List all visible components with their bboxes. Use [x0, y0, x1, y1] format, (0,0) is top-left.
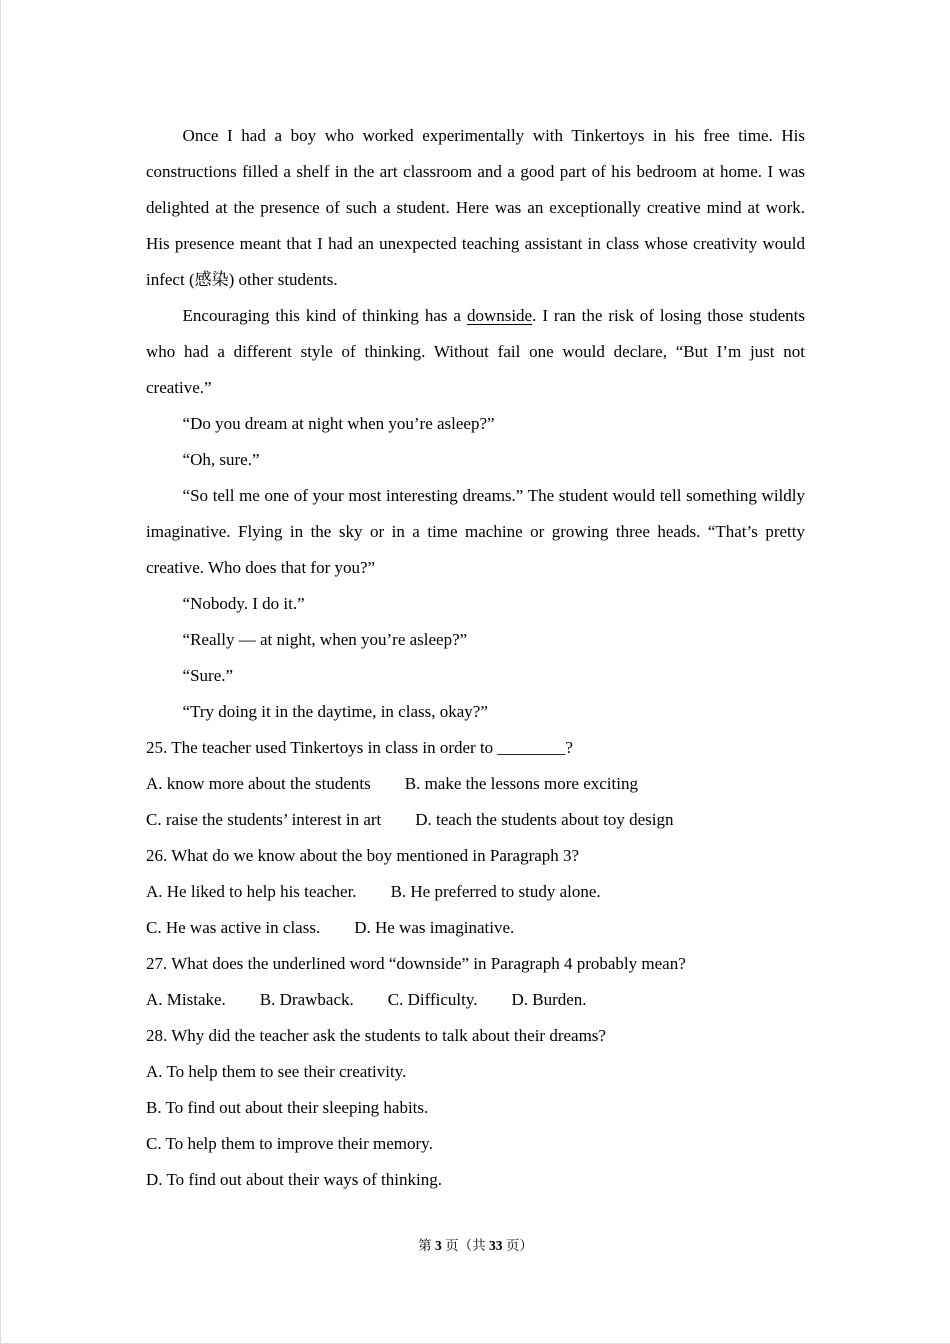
reading-passage — [146, 118, 805, 730]
paragraph-6: “Nobody. I do it.” — [182, 594, 305, 613]
question-25-options-row-2 — [146, 802, 805, 838]
paragraph-4: “Oh, sure.” — [182, 450, 260, 469]
question-26-option-a: A. He liked to help his teacher. — [146, 882, 357, 901]
question-27-options-row — [146, 982, 805, 1018]
question-28-option-d-row — [146, 1162, 805, 1198]
footer-text-after: 页） — [502, 1238, 533, 1253]
question-26-options-row-2 — [146, 910, 805, 946]
paragraph-8: “Sure.” — [182, 666, 234, 685]
question-26 — [146, 838, 805, 946]
question-28-option-a: A. To help them to see their creativity. — [146, 1062, 407, 1081]
question-28-option-c-row — [146, 1126, 805, 1162]
total-pages: 33 — [489, 1238, 503, 1253]
question-28 — [146, 1018, 805, 1198]
question-25-stem: 25. The teacher used Tinkertoys in class in order to ________? — [146, 738, 573, 757]
question-28-option-a-row — [146, 1054, 805, 1090]
question-27-option-b: B. Drawback. — [259, 990, 354, 1009]
paragraph-2 — [146, 298, 805, 406]
question-27-option-a: A. Mistake. — [146, 990, 226, 1009]
page-footer — [1, 1237, 950, 1255]
paragraph-2-pre: Encouraging this kind of thinking has a — [182, 306, 467, 325]
question-25-option-a: A. know more about the students — [146, 774, 371, 793]
question-25-options-row-1 — [146, 766, 805, 802]
questions-section — [146, 730, 805, 1198]
paragraph-5: “So tell me one of your most interesting dreams.” The student would tell something wildly imaginative. Flying in the sky or in a time machine or growing three heads. “That’s pretty creative. Who does that for you?” — [146, 486, 805, 577]
question-28-stem: 28. Why did the teacher ask the students to talk about their dreams? — [146, 1026, 606, 1045]
paragraph-7: “Really — at night, when you’re asleep?” — [182, 630, 468, 649]
question-26-option-b: B. He preferred to study alone. — [390, 882, 601, 901]
paragraph-2-post: . I ran the risk of losing those students who had a different style of thinking. Without fail one would declare, “But I’m just not creative.” — [146, 306, 805, 397]
question-27-stem: 27. What does the underlined word “downside” in Paragraph 4 probably mean? — [146, 954, 686, 973]
question-26-option-d: D. He was imaginative. — [354, 918, 515, 937]
question-27-option-d: D. Burden. — [511, 990, 587, 1009]
question-27 — [146, 946, 805, 1018]
question-28-option-b-row — [146, 1090, 805, 1126]
question-28-option-c: C. To help them to improve their memory. — [146, 1134, 433, 1153]
question-28-option-b: B. To find out about their sleeping habits. — [146, 1098, 429, 1117]
question-26-options-row-1 — [146, 874, 805, 910]
question-27-option-c: C. Difficulty. — [387, 990, 478, 1009]
page-number: 3 — [435, 1238, 442, 1253]
footer-text-mid: 页（共 — [441, 1238, 489, 1253]
paragraph-1: Once I had a boy who worked experimentally with Tinkertoys in his free time. His constructions filled a shelf in the art classroom and a good part of his bedroom at home. I was delighted at the presence of such a student. Here was an exceptionally creative mind at work. His presence meant that I had an unexpected teaching assistant in class whose creativity would infect (感染) other students. — [146, 126, 805, 289]
paragraph-9: “Try doing it in the daytime, in class, okay?” — [182, 702, 488, 721]
question-26-stem: 26. What do we know about the boy mentioned in Paragraph 3? — [146, 846, 580, 865]
question-25-option-d: D. teach the students about toy design — [415, 810, 674, 829]
underlined-word-downside: downside — [466, 306, 533, 325]
question-25 — [146, 730, 805, 838]
question-25-option-c: C. raise the students’ interest in art — [146, 810, 382, 829]
paragraph-3: “Do you dream at night when you’re asleep?” — [182, 414, 495, 433]
question-26-option-c: C. He was active in class. — [146, 918, 321, 937]
question-28-option-d: D. To find out about their ways of thinking. — [146, 1170, 442, 1189]
question-25-option-b: B. make the lessons more exciting — [404, 774, 638, 793]
footer-text-before: 第 — [418, 1238, 435, 1253]
